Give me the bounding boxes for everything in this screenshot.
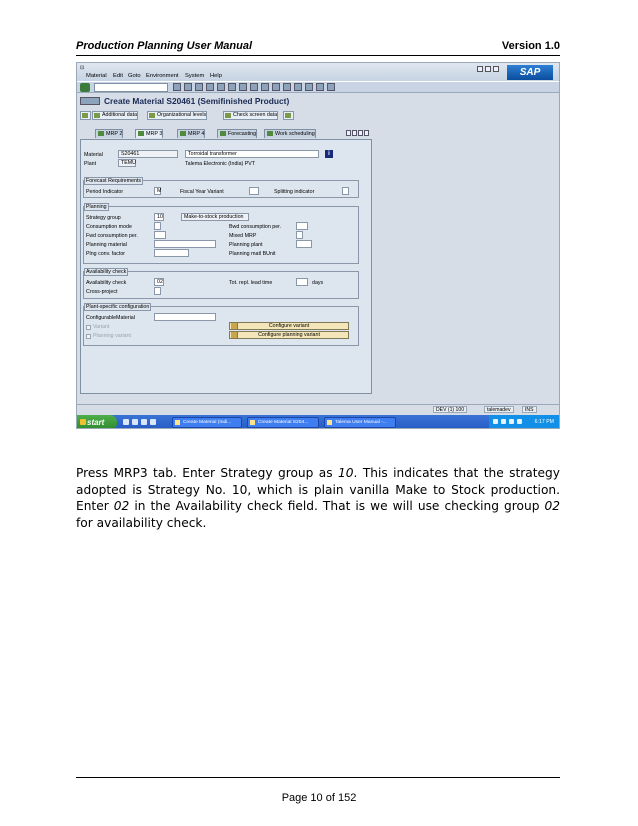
tray-icon-1[interactable] [493, 419, 498, 424]
tab-strip [81, 127, 557, 139]
sap-screenshot [76, 62, 560, 429]
plng-conv-factor-label: Plng conv. factor [86, 251, 126, 257]
splitting-indicator-label: Splitting indicator [274, 189, 315, 195]
availability-check-group [83, 271, 359, 299]
window-controls [477, 66, 499, 72]
fiscal-year-variant-field[interactable] [249, 187, 259, 195]
doc-header-title: Production Planning User Manual [76, 40, 253, 52]
variant-label: Variant [93, 324, 110, 330]
planning-matl-bunit-label: Planning matl BUnit [229, 251, 276, 257]
print-icon[interactable] [217, 83, 225, 91]
application-toolbar [77, 109, 559, 121]
availability-check-title: Availability check [86, 269, 127, 275]
splitting-indicator-field[interactable] [342, 187, 349, 195]
configurable-material-label: ConfigurableMaterial [86, 315, 135, 321]
tab-list-icon[interactable] [364, 130, 369, 136]
additional-data-button[interactable]: Additional data [92, 111, 138, 120]
availability-check-value-text: 02 [113, 499, 130, 513]
instruction-text-1: Press MRP3 tab. Enter Strategy group as [76, 466, 339, 480]
material-description-field[interactable]: Torroidal transformer [185, 150, 319, 158]
page-number: Page 10 of 152 [281, 792, 357, 804]
fiscal-year-variant-label: Fiscal Year Variant [180, 189, 224, 195]
instruction-text-4: for availability check. [76, 515, 207, 530]
mixed-mrp-label: Mixed MRP [229, 233, 257, 239]
window-title: Create Material S20461 (Semifinished Product) [104, 96, 290, 106]
status-bar [77, 404, 559, 414]
consumption-mode-field[interactable] [154, 222, 161, 230]
tab-work-scheduling[interactable]: Work scheduling [264, 129, 316, 138]
availability-check-field[interactable]: 02 [154, 278, 164, 286]
instruction-text-3: in the Availability check field. That is we will use checking group [129, 499, 545, 513]
next-page-icon[interactable] [272, 83, 280, 91]
tab-next-icon[interactable] [358, 130, 363, 136]
tab-mrp4[interactable]: MRP 4 [177, 129, 205, 138]
planning-title: Planning [86, 204, 107, 210]
title-bar [77, 94, 559, 108]
tab-forecasting[interactable]: Forecasting [217, 129, 257, 138]
tab-mrp3[interactable]: MRP 3 [135, 129, 163, 138]
period-indicator-label: Period Indicator [86, 189, 124, 195]
maximize-icon[interactable] [485, 66, 491, 72]
tab-first-icon[interactable] [346, 130, 351, 136]
outlook-icon[interactable] [132, 419, 138, 425]
menu-bar [77, 63, 559, 81]
strategy-group-label: Strategy group [86, 215, 121, 221]
task-create-material-1[interactable]: Create Material (Indi... [172, 417, 242, 428]
consumption-mode-label: Consumption mode [86, 224, 132, 230]
cross-project-label: Cross-project [86, 289, 118, 295]
material-label: Material [84, 152, 103, 158]
organizational-levels-button[interactable]: Organizational levels [147, 111, 207, 120]
plant-specific-configuration-title: Plant-specific configuration [86, 304, 150, 310]
mrp3-panel [80, 139, 372, 394]
bwd-consumption-label: Bwd consumption per. [229, 224, 282, 230]
configurable-material-field[interactable] [154, 313, 216, 321]
planning-plant-field[interactable] [296, 240, 312, 248]
period-indicator-field[interactable]: M [154, 187, 161, 195]
task-user-manual[interactable]: Talema User Manual -... [324, 417, 396, 428]
find-next-icon[interactable] [239, 83, 247, 91]
fwd-consumption-label: Fwd consumption per. [86, 233, 138, 239]
start-button[interactable]: start [77, 415, 117, 429]
tot-repl-lead-time-field[interactable] [296, 278, 308, 286]
configure-variant-button[interactable]: Configure variant [229, 322, 349, 330]
screen-menu-icon[interactable] [80, 97, 100, 105]
availability-check-label: Availability check [86, 280, 127, 286]
footer-rule [76, 777, 560, 778]
plant-field: TEMU [118, 159, 136, 167]
check-screen-data-button[interactable]: Check screen data [223, 111, 278, 120]
cross-project-field[interactable] [154, 287, 161, 295]
instruction-paragraph [76, 465, 560, 531]
mixed-mrp-field[interactable] [296, 231, 303, 239]
tray-icon-2[interactable] [501, 419, 506, 424]
info-icon[interactable]: i [325, 150, 333, 158]
plant-description: Talema Electronic (India) PVT [185, 161, 256, 167]
save-icon[interactable] [173, 83, 181, 91]
media-icon[interactable] [150, 419, 156, 425]
tab-mrp2[interactable]: MRP 2 [95, 129, 123, 138]
status-system[interactable]: DEV (1) 100 [433, 406, 467, 413]
sap-logo: SAP [507, 65, 553, 80]
doc-header-version: Version 1.0 [501, 40, 560, 52]
tab-scroll-arrows [346, 130, 369, 136]
exit-icon[interactable] [195, 83, 203, 91]
strategy-group-field[interactable]: 10 [154, 213, 164, 221]
configure-planning-variant-button[interactable]: Configure planning variant [229, 331, 349, 339]
last-page-icon[interactable] [283, 83, 291, 91]
tab-prev-icon[interactable] [352, 130, 357, 136]
layout-icon[interactable] [327, 83, 335, 91]
fwd-consumption-field[interactable] [154, 231, 166, 239]
plant-specific-configuration-group [83, 306, 359, 346]
menu-icon[interactable]: ⊡ [80, 65, 85, 71]
planning-variant-label: Planning variant [93, 333, 131, 339]
command-field[interactable] [94, 83, 168, 92]
find-icon[interactable] [228, 83, 236, 91]
strategy-group-value-text: 10 [338, 466, 354, 480]
standard-toolbar [77, 81, 559, 93]
planning-group [83, 206, 359, 264]
tot-repl-lead-time-label: Tot. repl. lead time [229, 280, 273, 286]
forecast-requirements-group [83, 180, 359, 198]
planning-material-field[interactable] [154, 240, 216, 248]
instruction-text-2: . This indicates that the strategy adopted is Strategy No. 10, which is plain vanilla Make to Stock production. Enter [76, 466, 560, 513]
desktop-icon[interactable] [141, 419, 147, 425]
strategy-group-description: Make-to-stock production [181, 213, 249, 221]
select-views-button[interactable] [80, 111, 91, 120]
back-icon[interactable] [184, 83, 192, 91]
planning-material-label: Planning material [86, 242, 127, 248]
shortcut-icon[interactable] [305, 83, 313, 91]
quick-launch [123, 419, 156, 425]
bwd-consumption-field[interactable] [296, 222, 308, 230]
status-mode[interactable]: INS [522, 406, 537, 413]
plng-conv-factor-field[interactable] [154, 249, 189, 257]
new-session-icon[interactable] [294, 83, 302, 91]
material-field: S20461 [118, 150, 178, 158]
cancel-icon[interactable] [206, 83, 214, 91]
minimize-icon[interactable] [477, 66, 483, 72]
system-tray [489, 415, 559, 429]
menu-goto[interactable]: Goto [128, 73, 141, 79]
prev-page-icon[interactable] [261, 83, 269, 91]
help-icon[interactable] [316, 83, 324, 91]
menu-edit[interactable]: Edit [113, 73, 123, 79]
status-user: talemadev [484, 406, 514, 413]
volume-icon[interactable] [517, 419, 522, 424]
planning-variant-checkbox[interactable] [86, 334, 91, 339]
doc-header [76, 38, 560, 56]
plant-label: Plant [84, 161, 97, 167]
planning-plant-label: Planning plant [229, 242, 263, 248]
days-label: days [312, 280, 324, 286]
checking-group-value-text: 02 [544, 499, 560, 513]
variant-checkbox[interactable] [86, 325, 91, 330]
first-page-icon[interactable] [250, 83, 258, 91]
close-icon[interactable] [493, 66, 499, 72]
windows-taskbar [77, 415, 559, 429]
tray-icon-3[interactable] [509, 419, 514, 424]
forecast-requirements-title: Forecast Requirements [86, 178, 142, 184]
print-button[interactable] [283, 111, 294, 120]
clock: 6:17 PM [534, 419, 554, 425]
menu-material[interactable]: Material [86, 73, 107, 79]
ie-icon[interactable] [123, 419, 129, 425]
menu-system[interactable]: System [185, 73, 205, 79]
toolbar-icons [173, 83, 335, 91]
menu-help[interactable]: Help [210, 73, 222, 79]
task-create-material-2[interactable]: Create Material S204... [247, 417, 319, 428]
menu-environment[interactable]: Environment [146, 73, 179, 79]
enter-check-icon[interactable] [80, 83, 90, 92]
